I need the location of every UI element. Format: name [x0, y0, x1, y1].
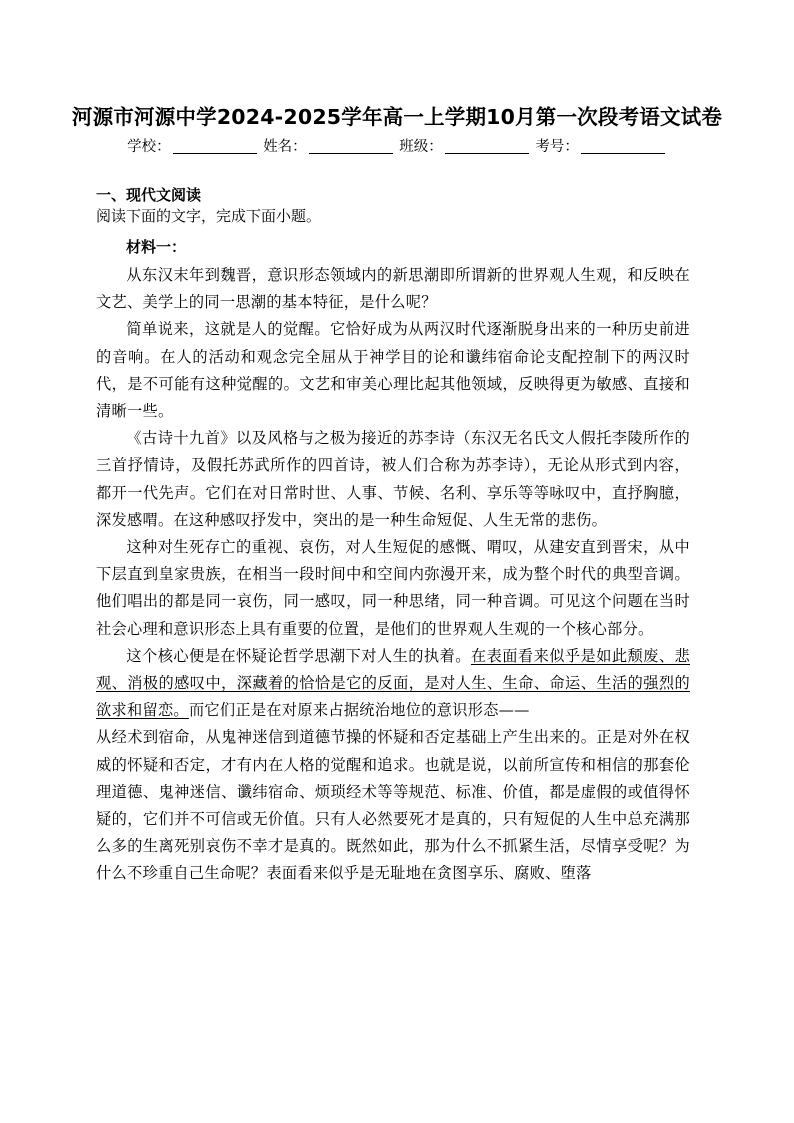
paragraph-4: 这种对生死存亡的重视、哀伤，对人生短促的感慨、喟叹，从建安直到晋宋，从中下层直到皇家贵族，在相当一段时间中和空间内弥漫开来，成为整个时代的典型音调。他们唱出的都是同一哀伤，同一感叹，同一种思绪，同一种音调。可见这个问题在当时社会心理和意识形态上具有重要的位置，是他们的世界观人生观的一个核心部分。	[96, 538, 690, 638]
paragraph-5-lead: 这个核心便是在怀疑论哲学思潮下对人生的执着。	[126, 646, 471, 665]
exam-title: 河源市河源中学2024-2025学年高一上学期10月第一次段考语文试卷	[71, 105, 723, 129]
reading-passage	[96, 262, 690, 888]
underlined-sentence: 在表面看来似乎是如此颓废、悲观、消极的感叹中，深藏着的恰恰是它的反面，是对人生、生命、命运、生活的强烈的欲求和留恋。	[96, 646, 690, 720]
class-label: 班级：	[399, 139, 443, 155]
class-blank[interactable]	[445, 153, 529, 154]
name-blank[interactable]	[309, 153, 393, 154]
name-label: 姓名：	[263, 139, 307, 155]
section-instruction: 阅读下面的文字，完成下面小题。	[96, 207, 322, 225]
section-heading: 一、现代文阅读	[96, 186, 202, 204]
paragraph-5	[96, 643, 690, 725]
paragraph-1: 从东汉末年到魏晋，意识形态领域内的新思潮即所谓新的世界观人生观，和反映在文艺、美学上的同一思潮的基本特征，是什么呢？	[96, 266, 690, 312]
school-label: 学校：	[127, 139, 171, 155]
student-info-line	[0, 135, 794, 156]
material-label: 材料一：	[126, 238, 187, 256]
paragraph-2: 简单说来，这就是人的觉醒。它恰好成为从两汉时代逐渐脱身出来的一种历史前进的音响。在人的活动和观念完全屈从于神学目的论和谶纬宿命论支配控制下的两汉时代，是不可能有这种觉醒的。文艺和审美心理比起其他领域，反映得更为敏感、直接和清晰一些。	[96, 320, 690, 421]
exam-number-label: 考号：	[535, 139, 579, 155]
paragraph-5-tail: 而它们正是在对原来占据统治地位的意识形态——	[188, 701, 530, 720]
school-blank[interactable]	[173, 153, 257, 154]
paragraph-3: 《古诗十九首》以及风格与之极为接近的苏李诗（东汉无名氏文人假托李陵所作的三首抒情诗，及假托苏武所作的四首诗，被人们合称为苏李诗），无论从形式到内容，都开一代先声。它们在对日常时世、人事、节候、名利、享乐等等咏叹中，直抒胸臆，深发感喟。在这种感叹抒发中，突出的是一种生命短促、人生无常的悲伤。	[96, 429, 690, 529]
paragraph-6: 从经术到宿命，从鬼神迷信到道德节操的怀疑和否定基础上产生出来的。正是对外在权威的怀疑和否定，才有内在人格的觉醒和追求。也就是说，以前所宣传和相信的那套伦理道德、鬼神迷信、谶纬宿命、烦琐经术等等规范、标准、价值，都是虚假的或值得怀疑的，它们并不可信或无价值。只有人必然要死才是真的，只有短促的人生中总充满那么多的生离死别哀伤不幸才是真的。既然如此，那为什么不抓紧生活，尽情享受呢？为什么不珍重自己生命呢？表面看来似乎是无耻地在贪图享乐、腐败、堕落	[96, 728, 690, 883]
exam-number-blank[interactable]	[581, 153, 665, 154]
